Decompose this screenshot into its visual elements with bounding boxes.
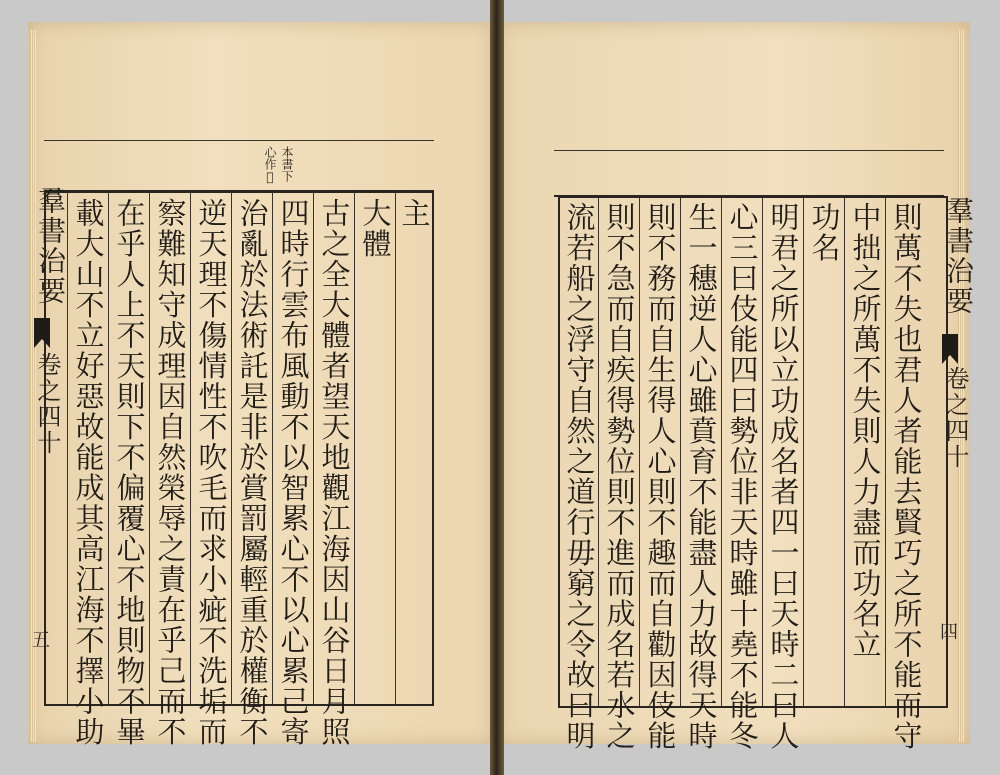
right-margin-title: 羣書治要 <box>942 196 975 316</box>
left-margin-volume: 卷之四十 <box>33 352 61 456</box>
left-col-5: 逆天理不傷情性不吹毛而求小疵不洗垢而 <box>194 198 229 747</box>
right-col-1: 中拙之所萬不失則人力盡而功名立 <box>848 202 883 660</box>
left-folio: 五 <box>32 630 50 651</box>
left-text-frame <box>44 190 434 747</box>
right-col-4: 心三曰伎能四曰勢位非天時雖十堯不能冬 <box>725 202 760 751</box>
left-col-2: 古之全大體者望天地觀江海因山谷日月照 <box>317 198 352 747</box>
right-col-7: 則不急而自疾得勢位則不進而成名若水之 <box>602 202 637 751</box>
right-text-frame <box>558 196 948 751</box>
left-col-3: 四時行雲布風動不以智累心不以心累己寄 <box>276 198 311 747</box>
right-header-box <box>554 150 944 197</box>
right-col-0: 則萬不失也君人者能去賢巧之所不能而守 <box>889 202 924 751</box>
right-col-5: 生一穗逆人心雖賁育不能盡人力故得天時 <box>684 202 719 751</box>
right-col-6: 則不務而自生得人心則不趣而自勸因伎能 <box>643 202 678 751</box>
left-col-7: 在乎人上不天則下不偏覆心不地則物不畢 <box>112 198 147 747</box>
left-note: 本書下心作𢗅 <box>263 146 294 184</box>
left-col-6: 察難知守成理因自然榮辱之責在乎己而不 <box>153 198 188 747</box>
right-col-3: 明君之所以立功成名者四一曰天時二曰人 <box>766 202 801 751</box>
left-col-4: 治亂於法術託是非於賞罰屬輕重於權衡不 <box>235 198 270 747</box>
left-margin-title: 羣書治要 <box>34 186 67 306</box>
right-col-8: 流若船之浮守自然之道行毋窮之令故曰明 <box>562 202 597 751</box>
right-margin-volume: 卷之四十 <box>941 366 969 470</box>
left-header-box <box>44 140 434 193</box>
right-folio: 四 <box>940 622 958 643</box>
book-gutter <box>490 0 504 775</box>
left-col-8: 載大山不立好惡故能成其高江海不擇小助 <box>71 198 106 747</box>
right-col-2: 功名 <box>807 202 842 263</box>
left-col-0: 主 <box>397 198 432 229</box>
left-col-1: 大體 <box>358 198 393 259</box>
